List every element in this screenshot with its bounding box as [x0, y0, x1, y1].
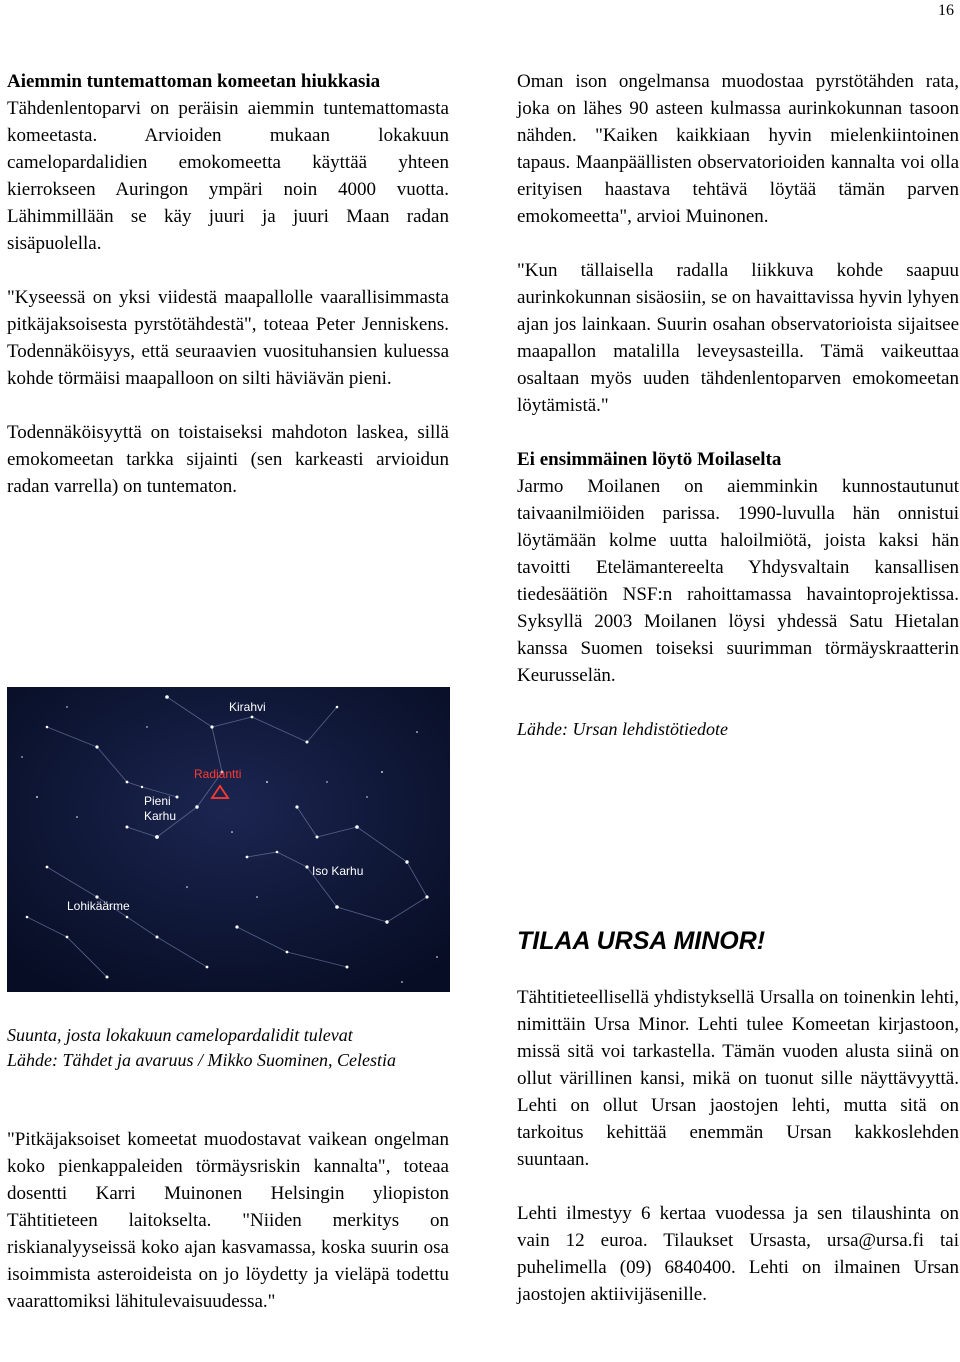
paragraph-ursa-minor: Tähtitieteellisellä yhdistyksellä Ursalla on toinenkin lehti, nimittäin Ursa Minor. Lehti tulee Komeetan kirjastoon, missä sitä voi tarkastella. Tämän vuoden alusta siinä on ollut värillinen kansi, mikä on tuonut sille näyttävyyttä. Lehti on ollut Ursan jaostojen lehti, mutta sitä on tarkoitus kehittää enemmän Ursan kakkoslehden suuntaan.	[517, 987, 959, 1170]
label-karhu: Karhu	[144, 809, 177, 823]
paragraph-subscription: Lehti ilmestyy 6 kertaa vuodessa ja sen tilaushinta on vain 12 euroa. Tilaukset Ursasta, ursa@ursa.fi tai puhelimella (09) 6840400. Lehti on ilmainen Ursan jaostojen aktiivijäsenille.	[517, 1203, 959, 1305]
right-column-lower	[517, 926, 959, 1308]
paragraph-muinonen-quote: "Pitkäjaksoiset komeetat muodostavat vaikean ongelman koko pienkappaleiden törmäysriskin kannalta", toteaa dosentti Karri Muinonen Helsingin yliopiston Tähtitieteen laitokselta. "Niiden merkitys on riskianalyyseissä koko ajan kasvamassa, koska suurin osa isoimmista asteroideista on jo löydetty ja vieläpä todettu vaarattomiksi lähitulevaisuudessa."	[7, 1129, 449, 1312]
left-column-lower	[7, 1023, 449, 1315]
label-kirahvi: Kirahvi	[229, 700, 266, 714]
paragraph-jenniskens-quote: "Kyseessä on yksi viidestä maapallolle vaarallisimmasta pitkäjaksoisesta pyrstötähdestä", toteaa Peter Jenniskens. Todennäköisyys, että seuraavien vuosituhansien kuluessa kohde törmäisi maapalloon on silti häviävän pieni.	[7, 287, 449, 389]
section-heading-moilanen: Ei ensimmäinen löytö Moilaselta	[517, 449, 782, 470]
page-number: 16	[938, 2, 954, 19]
right-column	[517, 68, 959, 743]
figure-source: Lähde: Tähdet ja avaruus / Mikko Suominen, Celestia	[7, 1049, 396, 1070]
label-iso-karhu: Iso Karhu	[312, 864, 364, 878]
label-lohikaarme: Lohikäärme	[67, 899, 130, 913]
paragraph-moilanen: Jarmo Moilanen on aiemminkin kunnostautunut taivaanilmiöiden parissa. 1990-luvulla hän onnistui löytämään kolme uutta haloilmiötä, joista kaksi hän tavoitti Etelämantereelta Yhdysvaltain kansallisen tiedesäätiön NSF:n rahoittamassa havaintoprojektissa. Syksyllä 2003 Moilanen löysi yhdessä Satu Hietalan kanssa Suomen toiseksi suurimman törmäyskraatterin Keurusselän.	[517, 476, 959, 686]
subscribe-heading: TILAA URSA MINOR!	[517, 927, 766, 955]
left-column	[7, 68, 449, 500]
source-note: Lähde: Ursan lehdistötiedote	[517, 719, 728, 739]
section-heading-unknown-comet: Aiemmin tuntemattoman komeetan hiukkasia	[7, 71, 381, 92]
label-radiantti: Radiantti	[194, 767, 242, 781]
star-chart-image	[7, 687, 450, 992]
paragraph-orbit-problem: Oman ison ongelmansa muodostaa pyrstötähden rata, joka on lähes 90 asteen kulmassa aurinkokunnan tasoon nähden. "Kaiken kaikkiaan hyvin mielenkiintoinen tapaus. Maanpäällisten observatorioiden kannalta voi olla erityisen haastava tehtävä löytää tämän parven emokomeetta", arvioi Muinonen.	[517, 71, 959, 227]
label-pieni: Pieni	[144, 794, 171, 808]
paragraph-meteor-shower-origin: Tähdenlentoparvi on peräisin aiemmin tuntemattomasta komeetasta. Arvioiden mukaan lokakuun camelopardalidien emokomeetta käyttää yhteen kierrokseen Auringon ympäri noin 4000 vuotta. Lähimmillään se käy juuri ja juuri Maan radan sisäpuolella.	[7, 98, 449, 254]
paragraph-observatories: "Kun tällaisella radalla liikkuva kohde saapuu aurinkokunnan sisäosiin, se on havaittavissa hyvin lyhyen ajan jos lainkaan. Suurin osahan observatorioista sijaitsee maapallon matalilla leveysasteilla. Tämä vaikeuttaa osaltaan myös uuden tähdenlentoparven emokomeetan löytämistä."	[517, 260, 959, 416]
figure-caption: Suunta, josta lokakuun camelopardalidit tulevat	[7, 1025, 353, 1045]
paragraph-probability: Todennäköisyyttä on toistaiseksi mahdoton laskea, sillä emokomeetan tarkka sijainti (sen karkeasti arvioidun radan varrella) on tuntematon.	[7, 422, 449, 497]
